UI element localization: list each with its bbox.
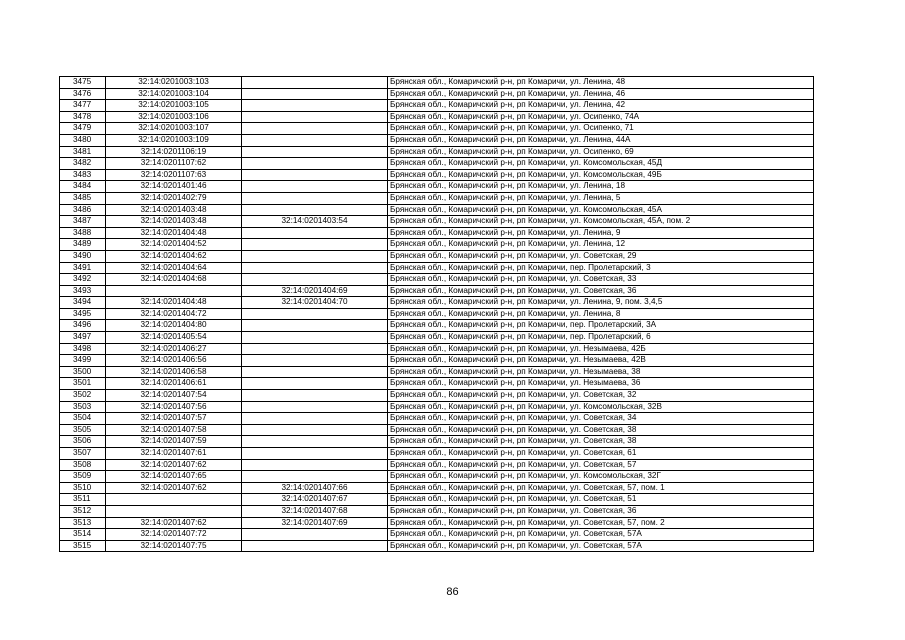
cadastral-number-cell: 32:14:0201003:103 (106, 77, 242, 89)
row-number-cell: 3508 (60, 459, 106, 471)
table-row (60, 343, 814, 355)
cadastral-number-cell: 32:14:0201407:59 (106, 436, 242, 448)
cadastral-number-cell: 32:14:0201003:106 (106, 111, 242, 123)
row-number-cell: 3488 (60, 227, 106, 239)
table-row (60, 204, 814, 216)
sub-cadastral-number-cell (242, 308, 388, 320)
address-cell: Брянская обл., Комаричский р-н, рп Комаричи, ул. Ленина, 44А (388, 134, 814, 146)
address-cell: Брянская обл., Комаричский р-н, рп Комаричи, пер. Пролетарский, 3А (388, 320, 814, 332)
cadastral-number-cell: 32:14:0201404:80 (106, 320, 242, 332)
sub-cadastral-number-cell (242, 204, 388, 216)
address-cell: Брянская обл., Комаричский р-н, рп Комаричи, ул. Незымаева, 38 (388, 366, 814, 378)
sub-cadastral-number-cell (242, 540, 388, 552)
row-number-cell: 3489 (60, 239, 106, 251)
cadastral-number-cell (106, 505, 242, 517)
row-number-cell: 3509 (60, 471, 106, 483)
row-number-cell: 3483 (60, 169, 106, 181)
address-cell: Брянская обл., Комаричский р-н, рп Комаричи, ул. Ленина, 12 (388, 239, 814, 251)
row-number-cell: 3510 (60, 482, 106, 494)
cadastral-number-cell: 32:14:0201003:105 (106, 100, 242, 112)
table-row (60, 540, 814, 552)
cadastral-number-cell: 32:14:0201407:56 (106, 401, 242, 413)
address-cell: Брянская обл., Комаричский р-н, рп Комаричи, ул. Ленина, 9 (388, 227, 814, 239)
sub-cadastral-number-cell (242, 471, 388, 483)
table-row (60, 529, 814, 541)
address-cell: Брянская обл., Комаричский р-н, рп Комаричи, ул. Ленина, 18 (388, 181, 814, 193)
cadastral-number-cell: 32:14:0201406:56 (106, 355, 242, 367)
cadastral-number-cell: 32:14:0201402:79 (106, 192, 242, 204)
address-cell: Брянская обл., Комаричский р-н, рп Комаричи, пер. Пролетарский, 6 (388, 332, 814, 344)
sub-cadastral-number-cell: 32:14:0201407:67 (242, 494, 388, 506)
sub-cadastral-number-cell (242, 401, 388, 413)
cadastral-number-cell: 32:14:0201003:109 (106, 134, 242, 146)
table-row (60, 250, 814, 262)
sub-cadastral-number-cell: 32:14:0201404:69 (242, 285, 388, 297)
cadastral-number-cell (106, 285, 242, 297)
table-row (60, 134, 814, 146)
row-number-cell: 3492 (60, 274, 106, 286)
cadastral-number-cell: 32:14:0201407:54 (106, 390, 242, 402)
row-number-cell: 3487 (60, 216, 106, 228)
row-number-cell: 3515 (60, 540, 106, 552)
sub-cadastral-number-cell (242, 355, 388, 367)
table-row (60, 123, 814, 135)
table-row (60, 169, 814, 181)
sub-cadastral-number-cell (242, 239, 388, 251)
row-number-cell: 3507 (60, 448, 106, 460)
address-cell: Брянская обл., Комаричский р-н, рп Комаричи, ул. Советская, 51 (388, 494, 814, 506)
row-number-cell: 3512 (60, 505, 106, 517)
table-row (60, 88, 814, 100)
table-row (60, 355, 814, 367)
row-number-cell: 3499 (60, 355, 106, 367)
table-row (60, 448, 814, 460)
address-cell: Брянская обл., Комаричский р-н, рп Комаричи, ул. Ленина, 42 (388, 100, 814, 112)
table-row (60, 366, 814, 378)
row-number-cell: 3494 (60, 297, 106, 309)
sub-cadastral-number-cell (242, 88, 388, 100)
cadastral-number-cell: 32:14:0201406:61 (106, 378, 242, 390)
sub-cadastral-number-cell (242, 77, 388, 89)
address-cell: Брянская обл., Комаричский р-н, рп Комаричи, ул. Советская, 57А (388, 540, 814, 552)
sub-cadastral-number-cell (242, 262, 388, 274)
table-row (60, 390, 814, 402)
cadastral-number-cell: 32:14:0201407:62 (106, 482, 242, 494)
address-cell: Брянская обл., Комаричский р-н, рп Комаричи, ул. Ленина, 5 (388, 192, 814, 204)
sub-cadastral-number-cell (242, 366, 388, 378)
table-row (60, 378, 814, 390)
row-number-cell: 3501 (60, 378, 106, 390)
cadastral-number-cell: 32:14:0201407:62 (106, 517, 242, 529)
sub-cadastral-number-cell (242, 413, 388, 425)
sub-cadastral-number-cell (242, 378, 388, 390)
sub-cadastral-number-cell (242, 459, 388, 471)
sub-cadastral-number-cell (242, 343, 388, 355)
row-number-cell: 3477 (60, 100, 106, 112)
row-number-cell: 3504 (60, 413, 106, 425)
cadastral-number-cell: 32:14:0201404:52 (106, 239, 242, 251)
row-number-cell: 3481 (60, 146, 106, 158)
row-number-cell: 3490 (60, 250, 106, 262)
sub-cadastral-number-cell (242, 169, 388, 181)
sub-cadastral-number-cell (242, 227, 388, 239)
address-cell: Брянская обл., Комаричский р-н, рп Комаричи, ул. Ленина, 46 (388, 88, 814, 100)
address-cell: Брянская обл., Комаричский р-н, рп Комаричи, ул. Советская, 57, пом. 1 (388, 482, 814, 494)
sub-cadastral-number-cell (242, 332, 388, 344)
address-cell: Брянская обл., Комаричский р-н, рп Комаричи, ул. Советская, 32 (388, 390, 814, 402)
table-row (60, 459, 814, 471)
sub-cadastral-number-cell (242, 448, 388, 460)
cadastral-number-cell: 32:14:0201404:48 (106, 297, 242, 309)
row-number-cell: 3497 (60, 332, 106, 344)
cadastral-number-cell: 32:14:0201404:62 (106, 250, 242, 262)
sub-cadastral-number-cell: 32:14:0201407:66 (242, 482, 388, 494)
cadastral-number-cell: 32:14:0201401:46 (106, 181, 242, 193)
address-cell: Брянская обл., Комаричский р-н, рп Комаричи, ул. Советская, 29 (388, 250, 814, 262)
cadastral-number-cell: 32:14:0201407:57 (106, 413, 242, 425)
cadastral-number-cell: 32:14:0201403:48 (106, 204, 242, 216)
table-row (60, 436, 814, 448)
table-row (60, 308, 814, 320)
address-cell: Брянская обл., Комаричский р-н, рп Комаричи, ул. Комсомольская, 32В (388, 401, 814, 413)
sub-cadastral-number-cell (242, 158, 388, 170)
row-number-cell: 3503 (60, 401, 106, 413)
address-cell: Брянская обл., Комаричский р-н, рп Комаричи, ул. Ленина, 48 (388, 77, 814, 89)
address-cell: Брянская обл., Комаричский р-н, рп Комаричи, ул. Советская, 61 (388, 448, 814, 460)
address-cell: Брянская обл., Комаричский р-н, рп Комаричи, ул. Советская, 57А (388, 529, 814, 541)
address-cell: Брянская обл., Комаричский р-н, рп Комаричи, ул. Комсомольская, 45А, пом. 2 (388, 216, 814, 228)
cadastral-number-cell: 32:14:0201407:65 (106, 471, 242, 483)
row-number-cell: 3500 (60, 366, 106, 378)
sub-cadastral-number-cell (242, 436, 388, 448)
table-row (60, 227, 814, 239)
table-row (60, 517, 814, 529)
sub-cadastral-number-cell (242, 111, 388, 123)
row-number-cell: 3514 (60, 529, 106, 541)
address-cell: Брянская обл., Комаричский р-н, рп Комаричи, ул. Осипенко, 71 (388, 123, 814, 135)
sub-cadastral-number-cell (242, 320, 388, 332)
address-cell: Брянская обл., Комаричский р-н, рп Комаричи, ул. Незымаева, 42В (388, 355, 814, 367)
address-cell: Брянская обл., Комаричский р-н, рп Комаричи, ул. Комсомольская, 45А (388, 204, 814, 216)
sub-cadastral-number-cell (242, 134, 388, 146)
cadastral-number-cell: 32:14:0201407:72 (106, 529, 242, 541)
address-cell: Брянская обл., Комаричский р-н, рп Комаричи, ул. Осипенко, 69 (388, 146, 814, 158)
row-number-cell: 3479 (60, 123, 106, 135)
sub-cadastral-number-cell: 32:14:0201407:68 (242, 505, 388, 517)
table-row (60, 297, 814, 309)
sub-cadastral-number-cell (242, 529, 388, 541)
table-row (60, 111, 814, 123)
cadastral-number-cell: 32:14:0201003:107 (106, 123, 242, 135)
address-cell: Брянская обл., Комаричский р-н, рп Комаричи, ул. Советская, 34 (388, 413, 814, 425)
sub-cadastral-number-cell (242, 146, 388, 158)
table-row (60, 192, 814, 204)
table-row (60, 77, 814, 89)
row-number-cell: 3480 (60, 134, 106, 146)
table-row (60, 494, 814, 506)
address-cell: Брянская обл., Комаричский р-н, рп Комаричи, ул. Советская, 33 (388, 274, 814, 286)
sub-cadastral-number-cell (242, 123, 388, 135)
sub-cadastral-number-cell: 32:14:0201403:54 (242, 216, 388, 228)
cadastral-number-cell: 32:14:0201404:48 (106, 227, 242, 239)
address-cell: Брянская обл., Комаричский р-н, рп Комаричи, ул. Советская, 38 (388, 424, 814, 436)
row-number-cell: 3513 (60, 517, 106, 529)
cadastral-number-cell: 32:14:0201107:63 (106, 169, 242, 181)
address-cell: Брянская обл., Комаричский р-н, рп Комаричи, ул. Советская, 36 (388, 505, 814, 517)
sub-cadastral-number-cell: 32:14:0201407:69 (242, 517, 388, 529)
row-number-cell: 3511 (60, 494, 106, 506)
row-number-cell: 3485 (60, 192, 106, 204)
address-cell: Брянская обл., Комаричский р-н, рп Комаричи, ул. Ленина, 9, пом. 3,4,5 (388, 297, 814, 309)
cadastral-number-cell: 32:14:0201406:27 (106, 343, 242, 355)
row-number-cell: 3495 (60, 308, 106, 320)
cadastral-number-cell: 32:14:0201407:75 (106, 540, 242, 552)
cadastral-number-cell: 32:14:0201407:62 (106, 459, 242, 471)
table-row (60, 146, 814, 158)
table-row (60, 471, 814, 483)
page-number: 86 (446, 586, 459, 598)
row-number-cell: 3478 (60, 111, 106, 123)
property-table (59, 76, 814, 552)
sub-cadastral-number-cell (242, 250, 388, 262)
table-row (60, 274, 814, 286)
property-table-body (60, 77, 814, 552)
cadastral-number-cell: 32:14:0201405:54 (106, 332, 242, 344)
cadastral-number-cell: 32:14:0201404:72 (106, 308, 242, 320)
address-cell: Брянская обл., Комаричский р-н, рп Комаричи, ул. Осипенко, 74А (388, 111, 814, 123)
table-row (60, 320, 814, 332)
table-row (60, 332, 814, 344)
sub-cadastral-number-cell (242, 424, 388, 436)
table-row (60, 505, 814, 517)
row-number-cell: 3506 (60, 436, 106, 448)
cadastral-number-cell: 32:14:0201404:64 (106, 262, 242, 274)
sub-cadastral-number-cell (242, 390, 388, 402)
row-number-cell: 3475 (60, 77, 106, 89)
row-number-cell: 3502 (60, 390, 106, 402)
row-number-cell: 3491 (60, 262, 106, 274)
cadastral-number-cell: 32:14:0201003:104 (106, 88, 242, 100)
table-row (60, 181, 814, 193)
row-number-cell: 3484 (60, 181, 106, 193)
sub-cadastral-number-cell (242, 181, 388, 193)
table-row (60, 285, 814, 297)
table-row (60, 158, 814, 170)
sub-cadastral-number-cell (242, 274, 388, 286)
row-number-cell: 3482 (60, 158, 106, 170)
row-number-cell: 3496 (60, 320, 106, 332)
address-cell: Брянская обл., Комаричский р-н, рп Комаричи, ул. Комсомольская, 45Д (388, 158, 814, 170)
address-cell: Брянская обл., Комаричский р-н, рп Комаричи, ул. Советская, 36 (388, 285, 814, 297)
row-number-cell: 3476 (60, 88, 106, 100)
cadastral-number-cell: 32:14:0201404:68 (106, 274, 242, 286)
table-row (60, 413, 814, 425)
table-row (60, 401, 814, 413)
cadastral-number-cell: 32:14:0201407:61 (106, 448, 242, 460)
row-number-cell: 3498 (60, 343, 106, 355)
row-number-cell: 3493 (60, 285, 106, 297)
cadastral-number-cell: 32:14:0201406:58 (106, 366, 242, 378)
table-row (60, 424, 814, 436)
cadastral-number-cell: 32:14:0201106:19 (106, 146, 242, 158)
address-cell: Брянская обл., Комаричский р-н, рп Комаричи, ул. Незымаева, 42Б (388, 343, 814, 355)
address-cell: Брянская обл., Комаричский р-н, рп Комаричи, ул. Советская, 57, пом. 2 (388, 517, 814, 529)
table-row (60, 262, 814, 274)
cadastral-number-cell (106, 494, 242, 506)
table-row (60, 239, 814, 251)
address-cell: Брянская обл., Комаричский р-н, рп Комаричи, ул. Незымаева, 36 (388, 378, 814, 390)
cadastral-number-cell: 32:14:0201403:48 (106, 216, 242, 228)
address-cell: Брянская обл., Комаричский р-н, рп Комаричи, ул. Комсомольская, 49Б (388, 169, 814, 181)
row-number-cell: 3486 (60, 204, 106, 216)
cadastral-number-cell: 32:14:0201407:58 (106, 424, 242, 436)
address-cell: Брянская обл., Комаричский р-н, рп Комаричи, ул. Ленина, 8 (388, 308, 814, 320)
table-row (60, 216, 814, 228)
sub-cadastral-number-cell (242, 192, 388, 204)
table-row (60, 482, 814, 494)
sub-cadastral-number-cell (242, 100, 388, 112)
address-cell: Брянская обл., Комаричский р-н, рп Комаричи, ул. Советская, 38 (388, 436, 814, 448)
address-cell: Брянская обл., Комаричский р-н, рп Комаричи, пер. Пролетарский, 3 (388, 262, 814, 274)
table-row (60, 100, 814, 112)
address-cell: Брянская обл., Комаричский р-н, рп Комаричи, ул. Комсомольская, 32Г (388, 471, 814, 483)
row-number-cell: 3505 (60, 424, 106, 436)
cadastral-number-cell: 32:14:0201107:62 (106, 158, 242, 170)
address-cell: Брянская обл., Комаричский р-н, рп Комаричи, ул. Советская, 57 (388, 459, 814, 471)
sub-cadastral-number-cell: 32:14:0201404:70 (242, 297, 388, 309)
